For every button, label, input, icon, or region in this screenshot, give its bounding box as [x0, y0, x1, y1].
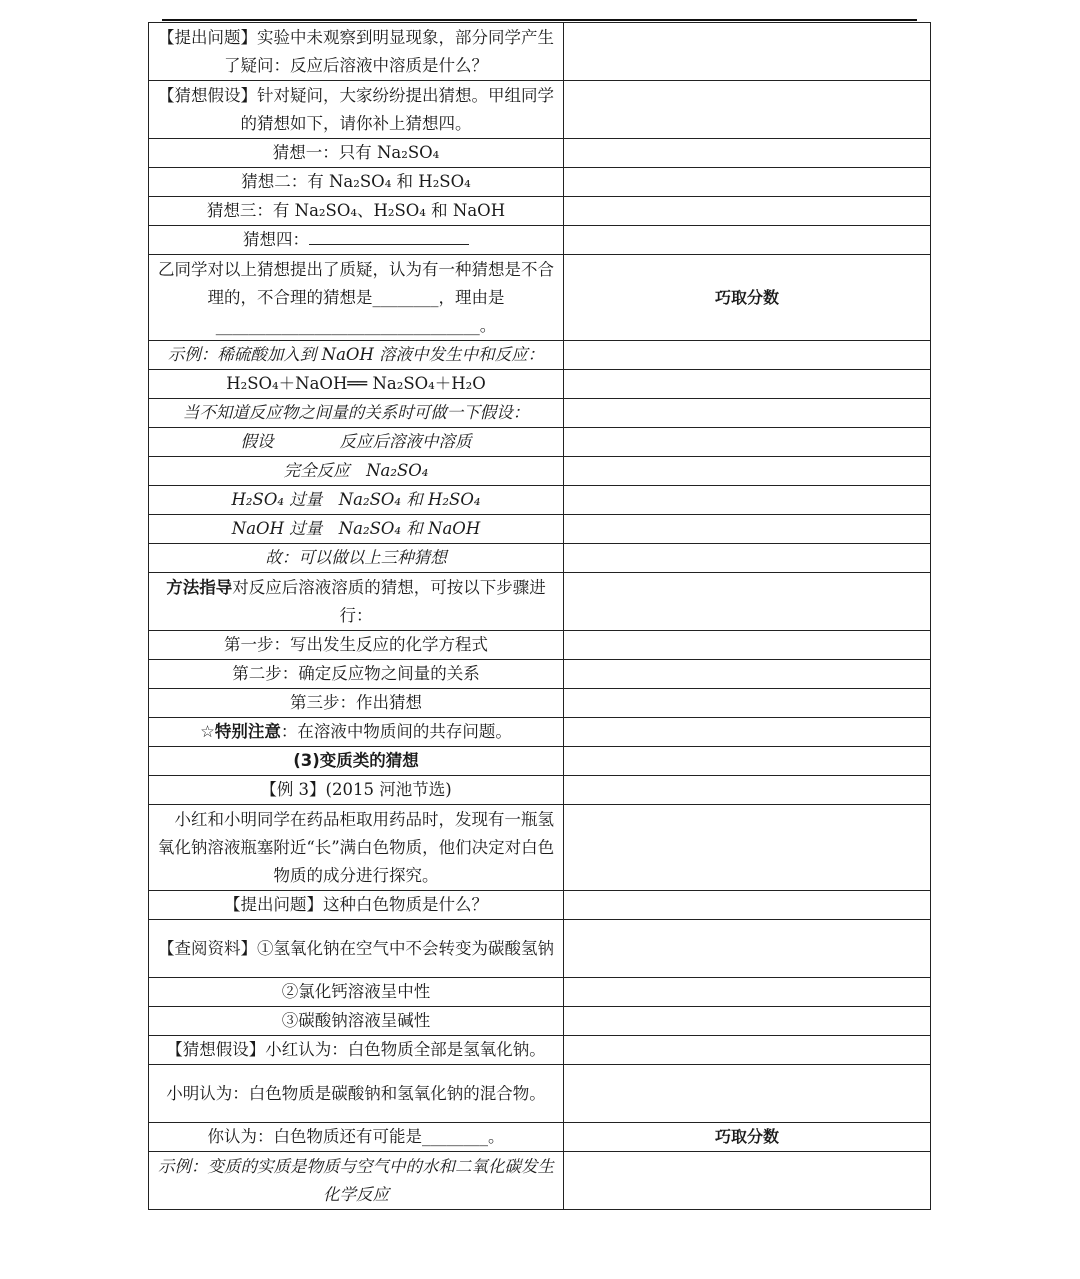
cell-text: 【猜想假设】小红认为：白色物质全部是氢氧化钠。 — [166, 1040, 546, 1059]
table-row — [149, 139, 931, 168]
cell-text: 故：可以做以上三种猜想 — [265, 548, 447, 567]
cell-text: 当不知道反应物之间量的关系时可做一下假设： — [182, 403, 530, 422]
question-cell — [149, 920, 564, 978]
table-row — [149, 370, 931, 399]
question-cell — [149, 226, 564, 255]
note-cell — [564, 1065, 931, 1123]
note-cell — [564, 255, 931, 341]
table-row — [149, 81, 931, 139]
question-cell — [149, 168, 564, 197]
table-row — [149, 1036, 931, 1065]
table-row — [149, 891, 931, 920]
question-cell — [149, 1065, 564, 1123]
table-row — [149, 341, 931, 370]
cell-text: 第三步：作出猜想 — [290, 693, 422, 712]
table-row — [149, 23, 931, 81]
note-cell — [564, 341, 931, 370]
note-cell — [564, 1152, 931, 1210]
cell-text: H₂SO₄＋NaOH══ Na₂SO₄＋H₂O — [226, 374, 486, 393]
table-row — [149, 197, 931, 226]
question-cell — [149, 515, 564, 544]
table-row — [149, 631, 931, 660]
question-cell — [149, 399, 564, 428]
cell-text: NaOH 过量 Na₂SO₄ 和 NaOH — [231, 519, 481, 538]
cell-text: 猜想一：只有 Na₂SO₄ — [272, 143, 440, 162]
cell-text: 小红和小明同学在药品柜取用药品时，发现有一瓶氢氧化钠溶液瓶塞附近“长”满白色物质，他们决定对白色物质的成分进行探究。 — [157, 809, 555, 885]
cell-text: 猜想三：有 Na₂SO₄、H₂SO₄ 和 NaOH — [206, 201, 506, 220]
note-cell — [564, 81, 931, 139]
question-cell — [149, 255, 564, 341]
answer-blank[interactable] — [309, 226, 469, 245]
note-cell — [564, 920, 931, 978]
table-row — [149, 747, 931, 776]
question-cell — [149, 1007, 564, 1036]
note-cell — [564, 978, 931, 1007]
table-row — [149, 920, 931, 978]
cell-text: ：在溶液中物质间的共存问题。 — [280, 722, 512, 741]
cell-text: 你认为：白色物质还有可能是________。 — [207, 1127, 505, 1146]
note-cell — [564, 486, 931, 515]
question-cell — [149, 1036, 564, 1065]
cell-text: 猜想四： — [243, 230, 309, 249]
note-cell — [564, 891, 931, 920]
question-cell — [149, 747, 564, 776]
cell-text: 第二步：确定反应物之间量的关系 — [232, 664, 480, 683]
question-cell — [149, 23, 564, 81]
question-cell — [149, 660, 564, 689]
question-cell — [149, 805, 564, 891]
cell-text: (3)变质类的猜想 — [293, 751, 419, 770]
table-row — [149, 255, 931, 341]
question-cell — [149, 544, 564, 573]
cell-text: 对反应后溶液溶质的猜想，可按以下步骤进行： — [232, 577, 546, 625]
table-row — [149, 660, 931, 689]
note-cell — [564, 1036, 931, 1065]
question-cell — [149, 573, 564, 631]
star-icon: ☆ — [200, 722, 215, 741]
table-row — [149, 515, 931, 544]
question-cell — [149, 1152, 564, 1210]
table-row — [149, 689, 931, 718]
table-row — [149, 978, 931, 1007]
question-cell — [149, 370, 564, 399]
table-row — [149, 168, 931, 197]
top-rule — [162, 19, 917, 21]
note-cell — [564, 573, 931, 631]
note-cell — [564, 776, 931, 805]
table-row — [149, 457, 931, 486]
note-cell — [564, 1007, 931, 1036]
note-cell — [564, 139, 931, 168]
note-cell — [564, 805, 931, 891]
table-row — [149, 486, 931, 515]
note-cell — [564, 747, 931, 776]
cell-text: 小明认为：白色物质是碳酸钠和氢氧化钠的混合物。 — [166, 1083, 546, 1103]
note-cell — [564, 544, 931, 573]
note-cell — [564, 168, 931, 197]
table-row — [149, 718, 931, 747]
question-cell — [149, 776, 564, 805]
cell-text: 示例：变质的实质是物质与空气中的水和二氧化碳发生化学反应 — [158, 1156, 554, 1204]
note-cell — [564, 457, 931, 486]
tip-label: 巧取分数 — [714, 287, 779, 307]
table-row — [149, 573, 931, 631]
question-cell — [149, 1123, 564, 1152]
question-cell — [149, 457, 564, 486]
cell-text: 假设 反应后溶液中溶质 — [240, 432, 472, 451]
note-cell — [564, 718, 931, 747]
question-cell — [149, 631, 564, 660]
table-row — [149, 776, 931, 805]
tip-label: 巧取分数 — [714, 1127, 779, 1146]
question-cell — [149, 428, 564, 457]
worksheet-table — [148, 22, 931, 1210]
note-cell — [564, 631, 931, 660]
question-cell — [149, 81, 564, 139]
question-cell — [149, 689, 564, 718]
note-cell — [564, 689, 931, 718]
table-row — [149, 226, 931, 255]
table-row — [149, 428, 931, 457]
cell-text: 第一步：写出发生反应的化学方程式 — [224, 635, 488, 654]
lead-label: 特别注意 — [214, 722, 281, 741]
note-cell — [564, 399, 931, 428]
cell-text: ③碳酸钠溶液呈碱性 — [281, 1011, 431, 1030]
note-cell — [564, 370, 931, 399]
cell-text: H₂SO₄ 过量 Na₂SO₄ 和 H₂SO₄ — [231, 490, 481, 509]
question-cell — [149, 891, 564, 920]
cell-text: 【提出问题】实验中未观察到明显现象，部分同学产生了疑问：反应后溶液中溶质是什么？ — [158, 27, 554, 75]
table-row — [149, 805, 931, 891]
table-row — [149, 1007, 931, 1036]
note-cell — [564, 1123, 931, 1152]
table-row — [149, 544, 931, 573]
question-cell — [149, 139, 564, 168]
cell-text: 【猜想假设】针对疑问，大家纷纷提出猜想。甲组同学的猜想如下，请你补上猜想四。 — [158, 85, 554, 133]
cell-text: 乙同学对以上猜想提出了质疑，认为有一种猜想是不合理的，不合理的猜想是________，理由是________________________________。 — [158, 259, 554, 335]
cell-text: ②氯化钙溶液呈中性 — [281, 982, 431, 1001]
question-cell — [149, 341, 564, 370]
question-cell — [149, 486, 564, 515]
table-row — [149, 1123, 931, 1152]
question-cell — [149, 978, 564, 1007]
cell-text: 完全反应 Na₂SO₄ — [283, 461, 429, 480]
note-cell — [564, 660, 931, 689]
note-cell — [564, 226, 931, 255]
question-cell — [149, 197, 564, 226]
cell-text: 【例 3】(2015 河池节选) — [260, 780, 452, 799]
lead-label: 方法指导 — [166, 577, 233, 597]
table-row — [149, 1065, 931, 1123]
cell-text: 示例：稀硫酸加入到 NaOH 溶液中发生中和反应： — [167, 345, 545, 364]
cell-text: 猜想二：有 Na₂SO₄ 和 H₂SO₄ — [241, 172, 471, 191]
note-cell — [564, 23, 931, 81]
question-cell — [149, 718, 564, 747]
cell-text: 【查阅资料】①氢氧化钠在空气中不会转变为碳酸氢钠 — [158, 938, 554, 958]
cell-text: 【提出问题】这种白色物质是什么？ — [224, 895, 488, 914]
table-row — [149, 1152, 931, 1210]
note-cell — [564, 428, 931, 457]
table-row — [149, 399, 931, 428]
note-cell — [564, 197, 931, 226]
note-cell — [564, 515, 931, 544]
